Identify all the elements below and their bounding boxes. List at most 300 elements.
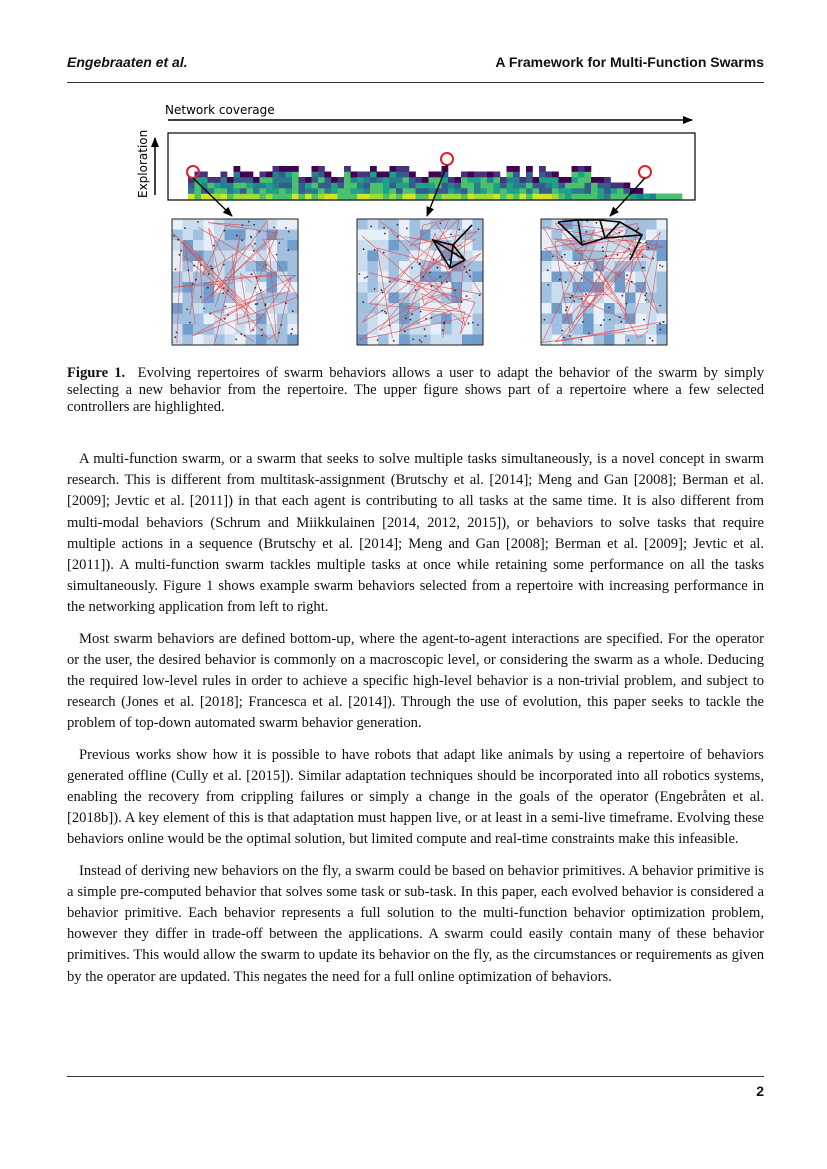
heatmap-cell — [234, 183, 241, 189]
heatmap-cell — [338, 188, 345, 194]
heatmap-cell — [357, 172, 364, 178]
agent-dot — [285, 227, 287, 229]
heatmap-cell — [409, 183, 416, 189]
agent-dot — [186, 309, 188, 311]
heatmap-cell — [422, 183, 429, 189]
heatmap-cell — [617, 194, 624, 200]
coverage-tile — [183, 272, 194, 283]
coverage-tile — [473, 240, 484, 251]
coverage-tile — [357, 293, 368, 304]
heatmap-cell — [351, 172, 358, 178]
heatmap-cell — [370, 194, 377, 200]
coverage-tile — [552, 293, 563, 304]
heatmap-cell — [461, 177, 468, 183]
heatmap-cell — [325, 194, 332, 200]
agent-dot — [454, 290, 456, 292]
agent-dot — [252, 329, 254, 331]
heatmap-cell — [195, 194, 202, 200]
heatmap-cell — [578, 194, 585, 200]
coverage-tile — [399, 261, 410, 272]
heatmap-cell — [221, 194, 228, 200]
agent-dot — [407, 281, 409, 283]
coverage-tile — [562, 251, 573, 262]
agent-dot — [257, 303, 259, 305]
agent-dot — [565, 281, 567, 283]
agent-dot — [602, 250, 604, 252]
coverage-tile — [193, 335, 204, 346]
heatmap-cell — [325, 177, 332, 183]
heatmap-cell — [578, 183, 585, 189]
heatmap-cell — [188, 194, 195, 200]
heatmap-cell — [552, 194, 559, 200]
heatmap-cell — [533, 188, 540, 194]
heatmap-cell — [383, 188, 390, 194]
heatmap-cell — [526, 188, 533, 194]
heatmap-cell — [253, 194, 260, 200]
heatmap-cell — [266, 177, 273, 183]
agent-dot — [630, 253, 632, 255]
coverage-tile — [473, 335, 484, 346]
heatmap-cell — [299, 177, 306, 183]
heatmap-cell — [572, 194, 579, 200]
coverage-tile — [256, 335, 267, 346]
agent-dot — [389, 325, 391, 327]
agent-dot — [620, 321, 622, 323]
heatmap-cell — [624, 188, 631, 194]
heatmap-cell — [312, 172, 319, 178]
coverage-tile — [657, 240, 668, 251]
heatmap-cell — [364, 177, 371, 183]
footer-rule — [67, 1076, 764, 1077]
agent-dot — [176, 332, 178, 334]
heatmap-cell — [442, 188, 449, 194]
coverage-tile — [246, 261, 257, 272]
heatmap-cell — [591, 183, 598, 189]
agent-dot — [223, 264, 225, 266]
agent-dot — [244, 335, 246, 337]
coverage-tile — [368, 293, 379, 304]
heatmap-cell — [546, 188, 553, 194]
heatmap-cell — [578, 166, 585, 172]
heatmap-cell — [409, 177, 416, 183]
heatmap-cell — [487, 172, 494, 178]
agent-dot — [255, 287, 257, 289]
heatmap-cell — [585, 172, 592, 178]
coverage-tile — [288, 293, 299, 304]
agent-dot — [622, 295, 624, 297]
heatmap-cell — [513, 194, 520, 200]
heatmap-cell — [370, 183, 377, 189]
heatmap-cell — [247, 172, 254, 178]
heatmap-cell — [552, 177, 559, 183]
heatmap-cell — [578, 172, 585, 178]
agent-dot — [580, 339, 582, 341]
agent-dot — [431, 285, 433, 287]
coverage-tile — [204, 251, 215, 262]
selected-controller-marker — [441, 153, 453, 165]
coverage-tile — [357, 324, 368, 335]
heatmap-cell — [468, 194, 475, 200]
agent-dot — [197, 221, 199, 223]
heatmap-cell — [273, 194, 280, 200]
agent-dot — [187, 269, 189, 271]
heatmap-cell — [656, 194, 663, 200]
agent-dot — [581, 298, 583, 300]
heatmap-cell — [208, 177, 215, 183]
heatmap-cell — [565, 188, 572, 194]
heatmap-cell — [286, 183, 293, 189]
heatmap-cell — [474, 194, 481, 200]
coverage-tile — [657, 272, 668, 283]
heatmap-cell — [487, 188, 494, 194]
coverage-tile — [399, 251, 410, 262]
agent-dot — [397, 235, 399, 237]
coverage-tile — [541, 261, 552, 272]
coverage-tile — [541, 282, 552, 293]
heatmap-cell — [539, 177, 546, 183]
coverage-tile — [462, 219, 473, 230]
heatmap-cell — [279, 188, 286, 194]
agent-dot — [478, 228, 480, 230]
coverage-tile — [410, 219, 421, 230]
y-axis-label: Exploration — [136, 129, 150, 198]
coverage-tile — [193, 272, 204, 283]
agent-dot — [385, 312, 387, 314]
heatmap-cell — [461, 194, 468, 200]
heatmap-cell — [539, 194, 546, 200]
coverage-tile — [267, 335, 278, 346]
heatmap-cell — [344, 188, 351, 194]
heatmap-cell — [221, 188, 228, 194]
heatmap-cell — [331, 194, 338, 200]
coverage-tile — [368, 251, 379, 262]
heatmap-cell — [429, 172, 436, 178]
heatmap-cell — [585, 194, 592, 200]
heatmap-cell — [390, 166, 397, 172]
heatmap-cell — [572, 183, 579, 189]
heatmap-cell — [234, 194, 241, 200]
heatmap-cell — [292, 188, 299, 194]
heatmap-cell — [500, 188, 507, 194]
agent-dot — [440, 222, 442, 224]
coverage-tile — [288, 303, 299, 314]
heatmap-cell — [526, 183, 533, 189]
agent-dot — [180, 250, 182, 252]
heatmap-cell — [409, 188, 416, 194]
coverage-tile — [193, 219, 204, 230]
coverage-tile — [172, 251, 183, 262]
heatmap-cell — [325, 172, 332, 178]
agent-dot — [570, 297, 572, 299]
agent-dot — [364, 277, 366, 279]
coverage-tile — [615, 272, 626, 283]
heatmap-cell — [351, 194, 358, 200]
swarm-panel-2 — [357, 219, 483, 345]
coverage-tile — [214, 324, 225, 335]
heatmap-cell — [461, 172, 468, 178]
agent-dot — [253, 224, 255, 226]
heatmap-cell — [526, 177, 533, 183]
agent-dot — [362, 301, 364, 303]
page-header — [67, 54, 764, 74]
heatmap-cell — [630, 194, 637, 200]
agent-dot — [383, 227, 385, 229]
heatmap-cell — [494, 183, 501, 189]
agent-dot — [425, 318, 427, 320]
heatmap-cell — [500, 194, 507, 200]
coverage-tile — [389, 282, 400, 293]
heatmap-cell — [422, 177, 429, 183]
coverage-tile — [636, 303, 647, 314]
agent-dot — [254, 243, 256, 245]
heatmap-cell — [500, 183, 507, 189]
coverage-tile — [288, 219, 299, 230]
coverage-tile — [193, 240, 204, 251]
agent-dot — [442, 329, 444, 331]
heatmap-cell — [598, 183, 605, 189]
coverage-tile — [657, 303, 668, 314]
agent-dot — [609, 319, 611, 321]
heatmap-cell — [474, 188, 481, 194]
coverage-tile — [193, 324, 204, 335]
coverage-tile — [657, 324, 668, 335]
agent-dot — [406, 228, 408, 230]
heatmap-cell — [526, 172, 533, 178]
agent-dot — [663, 321, 665, 323]
agent-dot — [280, 324, 282, 326]
heatmap-cell — [572, 188, 579, 194]
heatmap-cell — [227, 188, 234, 194]
heatmap-cell — [585, 183, 592, 189]
agent-dot — [381, 310, 383, 312]
agent-dot — [200, 264, 202, 266]
heatmap-cell — [266, 194, 273, 200]
page-number: 2 — [756, 1083, 764, 1099]
heatmap-cell — [442, 183, 449, 189]
heatmap-cell — [455, 194, 462, 200]
agent-dot — [213, 245, 215, 247]
coverage-tile — [357, 314, 368, 325]
heatmap-cell — [279, 172, 286, 178]
heatmap-cell — [279, 166, 286, 172]
heatmap-cell — [351, 188, 358, 194]
heatmap-cell — [318, 166, 325, 172]
agent-dot — [547, 269, 549, 271]
agent-dot — [642, 267, 644, 269]
agent-dot — [410, 319, 412, 321]
agent-dot — [411, 267, 413, 269]
agent-dot — [585, 293, 587, 295]
heatmap-cell — [234, 172, 241, 178]
heatmap-cell — [227, 177, 234, 183]
agent-dot — [441, 282, 443, 284]
heatmap-cell — [676, 194, 683, 200]
heatmap-cell — [344, 166, 351, 172]
heatmap-cell — [364, 194, 371, 200]
coverage-tile — [399, 219, 410, 230]
agent-dot — [446, 281, 448, 283]
heatmap-cell — [279, 183, 286, 189]
heatmap-cell — [357, 194, 364, 200]
heatmap-cell — [598, 177, 605, 183]
coverage-tile — [594, 314, 605, 325]
heatmap-cell — [214, 194, 221, 200]
heatmap-cell — [312, 166, 319, 172]
agent-dot — [382, 292, 384, 294]
agent-dot — [261, 335, 263, 337]
agent-dot — [290, 333, 292, 335]
heatmap-cell — [565, 183, 572, 189]
agent-dot — [285, 302, 287, 304]
heatmap-cell — [253, 188, 260, 194]
agent-dot — [662, 266, 664, 268]
paragraph-4: Instead of deriving new behaviors on the fly, a swarm could be based on behavior primitives. A behavior primitive is a simple pre-computed behavior that solves some task or sub-task. In this paper, each evolved behavior is considered a behavior primitive. Each behavior represents a full solution to the multi-function behavior optimization problem, however they differ in trade-off between the applications. A swarm could easily contain many of these behavior primitives. This would allow the swarm to update its behavior on the fly, as the circumstances or requirements as given by the operator are updated. This negates the need for a full online optimization of behaviors. — [67, 862, 764, 985]
heatmap-cell — [260, 183, 267, 189]
heatmap-cell — [325, 188, 332, 194]
heatmap-cell — [234, 177, 241, 183]
agent-dot — [412, 339, 414, 341]
heatmap-cell — [552, 188, 559, 194]
heatmap-cell — [507, 188, 514, 194]
heatmap-cell — [507, 172, 514, 178]
heatmap-cell — [318, 183, 325, 189]
header-authors: Engebraaten et al. — [67, 54, 188, 70]
coverage-tile — [541, 335, 552, 346]
heatmap-cell — [416, 194, 423, 200]
coverage-tile — [441, 335, 452, 346]
agent-dot — [175, 269, 177, 271]
heatmap-cell — [227, 183, 234, 189]
agent-dot — [260, 289, 262, 291]
heatmap-cell — [383, 194, 390, 200]
heatmap-cell — [513, 183, 520, 189]
agent-dot — [261, 329, 263, 331]
heatmap-cell — [396, 172, 403, 178]
heatmap-cell — [403, 194, 410, 200]
agent-dot — [278, 242, 280, 244]
heatmap-cell — [286, 194, 293, 200]
heatmap-cell — [611, 194, 618, 200]
coverage-tile — [193, 303, 204, 314]
agent-dot — [210, 265, 212, 267]
heatmap-cell — [201, 194, 208, 200]
coverage-tile — [225, 230, 236, 241]
heatmap-cell — [403, 188, 410, 194]
heatmap-cell — [383, 177, 390, 183]
heatmap-cell — [364, 172, 371, 178]
agent-dot — [429, 272, 431, 274]
coverage-tile — [172, 314, 183, 325]
agent-dot — [389, 281, 391, 283]
heatmap-cell — [273, 188, 280, 194]
agent-dot — [203, 308, 205, 310]
agent-dot — [477, 324, 479, 326]
agent-dot — [256, 277, 258, 279]
agent-dot — [619, 316, 621, 318]
heatmap-cell — [188, 188, 195, 194]
coverage-tile — [410, 272, 421, 283]
agent-dot — [242, 224, 244, 226]
caption-text: Evolving repertoires of swarm behaviors allows a user to adapt the behavior of the swarm by simply selecting a new behavior from the repertoire. The upper figure shows part of a repertoire where a few selected controllers are highlighted. — [67, 365, 765, 415]
heatmap-cell — [260, 172, 267, 178]
heatmap-cell — [533, 183, 540, 189]
heatmap-cell — [520, 177, 527, 183]
heatmap-cell — [364, 183, 371, 189]
heatmap-cell — [240, 183, 247, 189]
agent-dot — [291, 328, 293, 330]
agent-dot — [631, 281, 633, 283]
coverage-tile — [288, 335, 299, 346]
agent-dot — [255, 303, 257, 305]
coverage-tile — [225, 335, 236, 346]
agent-dot — [432, 259, 434, 261]
heatmap-cell — [585, 188, 592, 194]
agent-dot — [384, 233, 386, 235]
heatmap-cell — [286, 166, 293, 172]
heatmap-cell — [240, 194, 247, 200]
agent-dot — [418, 263, 420, 265]
agent-dot — [643, 267, 645, 269]
agent-dot — [638, 228, 640, 230]
heatmap-cell — [494, 194, 501, 200]
heatmap-cell — [396, 166, 403, 172]
agent-dot — [561, 256, 563, 258]
heatmap-cell — [338, 183, 345, 189]
heatmap-cell — [598, 194, 605, 200]
heatmap-cell — [247, 177, 254, 183]
heatmap-cell — [461, 183, 468, 189]
heatmap-cell — [513, 188, 520, 194]
agent-dot — [421, 341, 423, 343]
heatmap-cell — [494, 172, 501, 178]
heatmap-cell — [305, 177, 312, 183]
coverage-tile — [473, 261, 484, 272]
coverage-tile — [368, 282, 379, 293]
heatmap-cell — [201, 177, 208, 183]
agent-dot — [265, 264, 267, 266]
coverage-tile — [357, 272, 368, 283]
coverage-tile — [657, 335, 668, 346]
coverage-tile — [646, 335, 657, 346]
agent-dot — [173, 235, 175, 237]
heatmap-cell — [318, 188, 325, 194]
heatmap-cell — [422, 188, 429, 194]
coverage-tile — [562, 261, 573, 272]
heatmap-cell — [344, 177, 351, 183]
heatmap-cell — [487, 177, 494, 183]
agent-dot — [366, 276, 368, 278]
heatmap-cell — [403, 172, 410, 178]
agent-dot — [404, 331, 406, 333]
coverage-tile — [193, 230, 204, 241]
agent-dot — [544, 319, 546, 321]
heatmap-cell — [507, 177, 514, 183]
heatmap-cell — [396, 188, 403, 194]
heatmap-cell — [221, 172, 228, 178]
heatmap-cell — [370, 177, 377, 183]
heatmap-cell — [585, 177, 592, 183]
agent-dot — [583, 240, 585, 242]
coverage-tile — [277, 240, 288, 251]
coverage-tile — [615, 335, 626, 346]
agent-dot — [411, 313, 413, 315]
heatmap-cell — [240, 172, 247, 178]
heatmap-cell — [260, 194, 267, 200]
coverage-tile — [378, 335, 389, 346]
agent-dot — [276, 254, 278, 256]
coverage-tile — [246, 282, 257, 293]
heatmap-cell — [331, 177, 338, 183]
